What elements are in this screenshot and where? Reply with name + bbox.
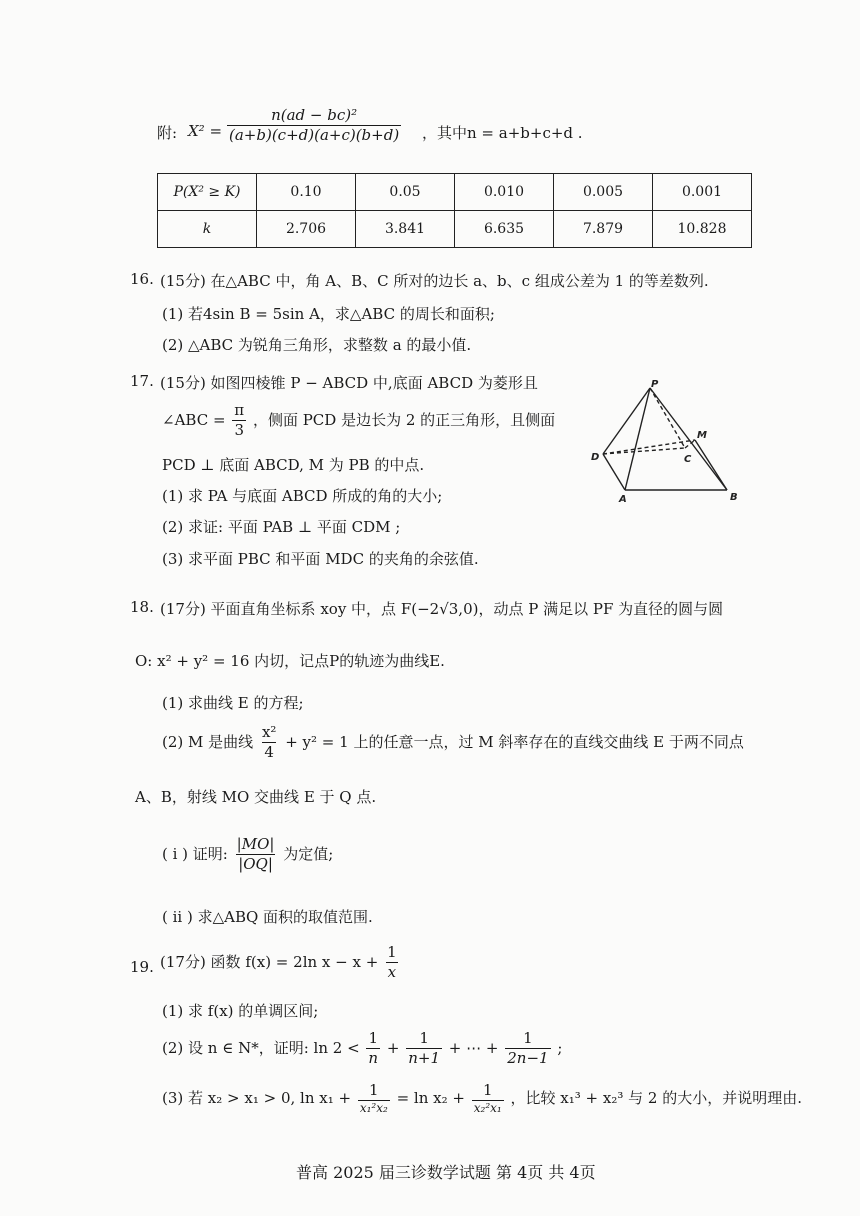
frac-den: x₂²x₁ [473,1101,502,1116]
formula-denominator: (a+b)(c+d)(a+c)(b+d) [229,126,400,145]
q18-part2-line2: A、B，射线 MO 交曲线 E 于 Q 点. [135,788,377,806]
q16-part2: (2) △ABC 为锐角三角形，求整数 a 的最小值. [162,336,472,354]
q18-pi-text-cont: 为定值; [283,844,334,863]
frac-1-n [366,1030,380,1068]
q18-part1: (1) 求曲线 E 的方程; [162,694,304,712]
appendix-label [157,122,177,143]
table-cell: 2.706 [257,211,356,248]
q16-part1: (1) 若4sin B = 5sin A，求△ABC 的周长和面积; [162,305,495,323]
chi-square-fraction [227,107,401,145]
q19-p3-text: (3) 若 x₂ > x₁ > 0, ln x₁ + [162,1089,352,1108]
table-cell: 0.05 [356,174,455,211]
q19-part3 [162,1082,802,1116]
q17-part3: (3) 求平面 PBC 和平面 MDC 的夹角的余弦值. [162,550,479,568]
q17-part1: (1) 求 PA 与底面 ABCD 所成的角的大小; [162,487,443,505]
q16-number: 16. [130,270,154,288]
formula-fraction [225,107,403,145]
q17-side-text: ，侧面 PCD 是边长为 2 的正三角形，且侧面 [252,410,556,429]
formula-numerator: n(ad − bc)² [271,106,358,124]
frac-den: x [387,963,397,982]
label-M: M [697,430,707,441]
frac-num: x² [261,723,277,741]
q18-p2-text-cont: + y² = 1 上的任意一点，过 M 斜率存在的直线交曲线 E 于两不同点 [285,732,744,751]
frac-1-n-plus-1 [406,1030,442,1068]
table-cell: 3.841 [356,211,455,248]
frac-den: n [368,1049,379,1068]
q19-stem-text: (17分) 函数 f(x) = 2ln x − x + [160,952,379,971]
q16-stem: (15分) 在△ABC 中，角 A、B、C 所对的边长 a、b、c 组成公差为 1 的等差数列. [160,272,709,290]
q17-stem-line2 [162,402,555,440]
q17-number: 17. [130,372,154,390]
plus-sign: + [386,1038,400,1057]
q19-p2-text: (2) 设 n ∈ N*，证明: ln 2 < [162,1038,360,1057]
frac-x1sq-x2 [358,1082,390,1116]
frac-num: 1 [523,1029,533,1047]
q18-number: 18. [130,598,154,616]
q19-stem [160,944,401,982]
frac-den: n+1 [408,1049,441,1068]
ellipse-fraction [260,724,278,762]
table-row [158,211,752,248]
table-cell: k [158,211,257,248]
one-over-x-fraction [385,944,399,982]
q18-part2-i [162,836,333,874]
formula-lhs: X² = [188,122,223,140]
page-footer: 普高 2025 届三诊数学试题 第 4页 共 4页 [296,1163,596,1182]
label-P: P [651,379,659,390]
formula-note: ，其中n = a+b+c+d . [422,124,583,142]
frac-num: 1 [368,1029,379,1047]
table-cell: 0.010 [455,174,554,211]
label-D: D [591,452,600,463]
frac-num: 1 [482,1081,493,1099]
q17-stem-line3: PCD ⊥ 底面 ABCD, M 为 PB 的中点. [162,456,425,474]
q18-part2-ii: ( ii ) 求△ABQ 面积的取值范围. [162,908,373,926]
frac-1-2n-minus-1 [505,1030,550,1068]
q19-p3-text-end: ，比较 x₁³ + x₂³ 与 2 的大小，并说明理由. [510,1089,802,1108]
table-cell: 0.10 [257,174,356,211]
frac-den: 2n−1 [507,1049,549,1068]
table-cell: 0.005 [554,174,653,211]
q17-part2: (2) 求证: 平面 PAB ⊥ 平面 CDM ; [162,518,401,536]
frac-num: 1 [419,1029,429,1047]
label-A: A [619,494,627,503]
critical-value-table [157,173,752,248]
frac-num: π [234,401,245,419]
q17-stem-line1: (15分) 如图四棱锥 P − ABCD 中,底面 ABCD 为菱形且 [160,374,538,392]
pyramid-figure [585,378,745,503]
table-cell: 10.828 [653,211,752,248]
table-cell: P(X² ≥ K) [158,174,257,211]
q19-number: 19. [130,958,154,976]
q18-stem-line1: (17分) 平面直角坐标系 xoy 中，点 F(−2√3,0)，动点 P 满足以 PF 为直径的圆与圆 [160,600,724,618]
frac-den: 4 [264,743,274,762]
table-cell: 7.879 [554,211,653,248]
frac-den: |OQ| [238,855,273,874]
appendix-label-text: 附: [157,124,178,142]
frac-num: 1 [369,1081,379,1099]
q17-angle-text: ∠ABC = [162,410,226,429]
label-B: B [730,492,738,503]
table-cell: 6.635 [455,211,554,248]
mo-oq-fraction [235,836,277,874]
q19-part1: (1) 求 f(x) 的单调区间; [162,1002,319,1020]
q18-part2-line1 [162,724,744,762]
q18-stem-line2: O: x² + y² = 16 内切，记点P的轨迹为曲线E. [135,652,445,670]
frac-den: 3 [234,421,244,440]
q18-p2-text: (2) M 是曲线 [162,732,254,751]
label-C: C [684,454,692,465]
table-cell: 0.001 [653,174,752,211]
frac-x2sq-x1 [472,1082,504,1116]
q19-part2 [162,1030,562,1068]
table-row [158,174,752,211]
pi-over-3-fraction [232,402,246,440]
frac-num: 1 [387,943,397,961]
ellipsis-sum: + ⋯ + [448,1038,499,1057]
q19-p3-text-mid: = ln x₂ + [396,1089,465,1108]
q19-p2-end: ; [557,1038,563,1057]
frac-num: |MO| [236,835,275,853]
q18-pi-text: ( i ) 证明: [162,844,228,863]
frac-den: x₁²x₂ [359,1101,388,1116]
